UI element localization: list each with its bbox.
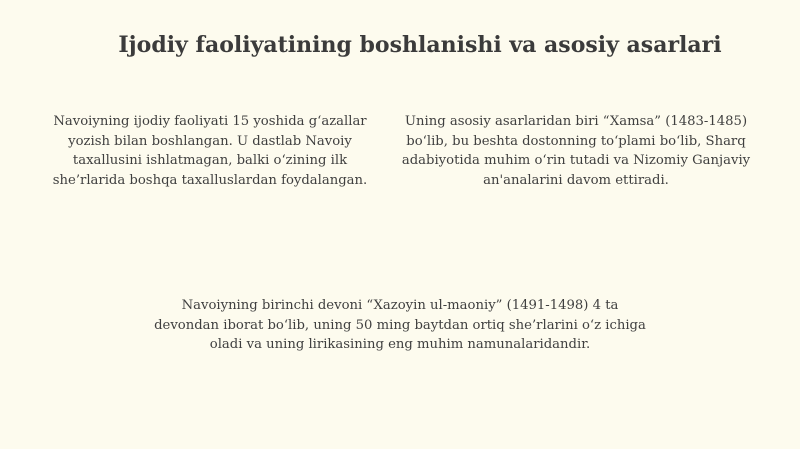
paragraph-early-career: Navoiyning ijodiy faoliyati 15 yoshida g‘azallar yozish bilan boshlangan. U dastlab Navoiy taxallusini ishlatmagan, balki o‘zining ilk she’rlarida boshqa taxalluslardan foydalangan.: [52, 114, 368, 188]
paragraph-xamsa: Uning asosiy asarlaridan biri “Xamsa” (1483-1485) bo‘lib, bu beshta dostonning to‘plami bo‘lib, Sharq adabiyotida muhim o‘rin tutadi va Nizomiy Ganjaviy an'analarini davom ettiradi.: [401, 114, 751, 188]
paragraph-first-divan: Navoiyning birinchi devoni “Xazoyin ul-maoniy” (1491-1498) 4 ta devondan iborat bo‘lib, uning 50 ming baytdan ortiq she’rlarini o‘z ichiga oladi va uning lirikasining eng muhim namunalaridandir.: [154, 298, 646, 352]
slide-title: Ijodiy faoliyatining boshlanishi va asosiy asarlari: [118, 32, 722, 58]
